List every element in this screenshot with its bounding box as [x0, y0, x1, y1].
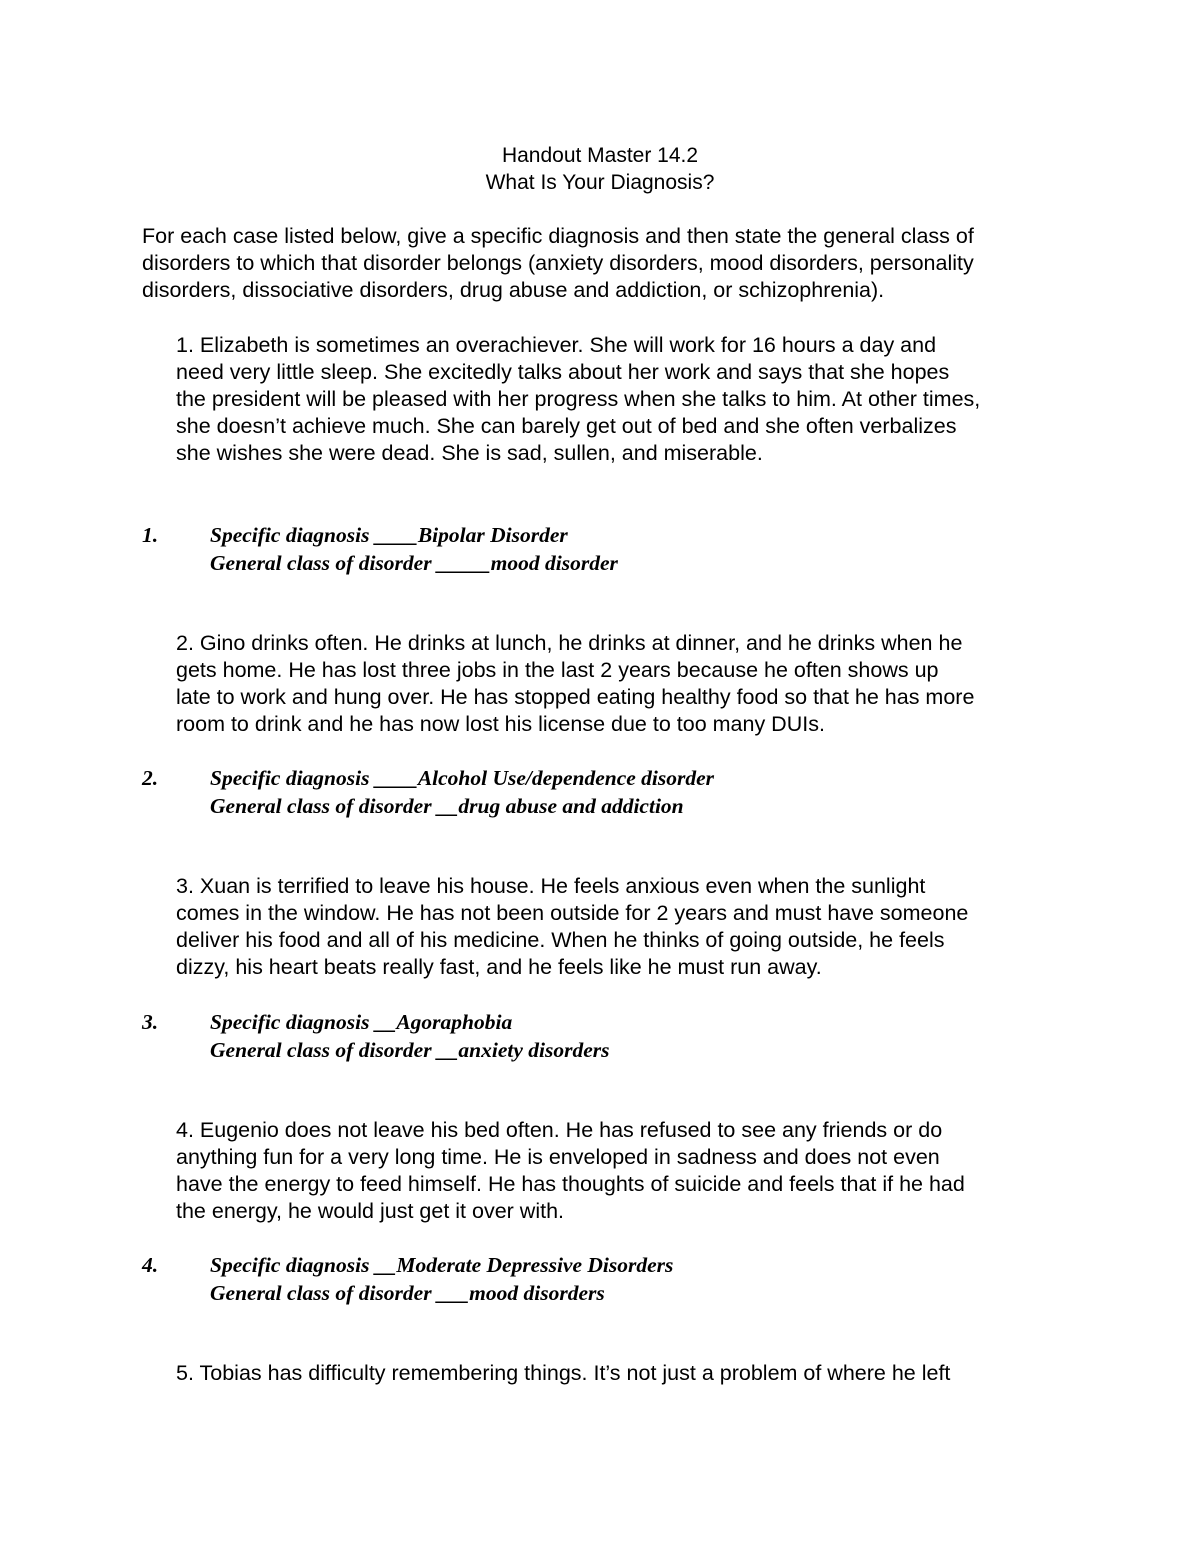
- case-line: 2. Gino drinks often. He drinks at lunch, he drinks at dinner, and he drinks when he: [176, 631, 963, 655]
- general-class: General class of disorder __drug abuse and addiction: [210, 794, 684, 818]
- specific-diagnosis: Specific diagnosis __Moderate Depressive Disorders: [210, 1253, 674, 1277]
- case-2-description: [176, 630, 1076, 738]
- general-class: General class of disorder _____mood disorder: [210, 551, 618, 575]
- case-3-answer: [142, 1008, 1042, 1064]
- case-line: room to drink and he has now lost his license due to too many DUIs.: [176, 712, 825, 736]
- case-1-answer: [142, 521, 1042, 577]
- case-3-description: [176, 873, 1076, 981]
- case-line: she wishes she were dead. She is sad, sullen, and miserable.: [176, 441, 763, 465]
- specific-diagnosis: Specific diagnosis ____Bipolar Disorder: [210, 523, 568, 547]
- case-line: have the energy to feed himself. He has thoughts of suicide and feels that if he had: [176, 1172, 965, 1196]
- case-4-answer: [142, 1251, 1042, 1307]
- case-4-description: [176, 1117, 1076, 1225]
- answer-number: 2.: [142, 766, 159, 790]
- case-line: dizzy, his heart beats really fast, and he feels like he must run away.: [176, 955, 822, 979]
- instructions-line: disorders to which that disorder belongs (anxiety disorders, mood disorders, personality: [142, 251, 974, 275]
- case-5-description: [176, 1360, 1076, 1387]
- case-line: she doesn’t achieve much. She can barely get out of bed and she often verbalizes: [176, 414, 957, 438]
- case-line: 4. Eugenio does not leave his bed often. He has refused to see any friends or do: [176, 1118, 943, 1142]
- case-1-description: [176, 332, 1076, 467]
- case-2-answer: [142, 764, 1042, 820]
- case-line: deliver his food and all of his medicine. When he thinks of going outside, he feels: [176, 928, 945, 952]
- page-title: Handout Master 14.2: [501, 144, 699, 167]
- case-line: comes in the window. He has not been outside for 2 years and must have someone: [176, 901, 969, 925]
- case-line: need very little sleep. She excitedly talks about her work and says that she hopes: [176, 360, 950, 384]
- case-line: the energy, he would just get it over with.: [176, 1199, 565, 1223]
- answer-number: 4.: [142, 1253, 159, 1277]
- case-line: the president will be pleased with her progress when she talks to him. At other times,: [176, 387, 981, 411]
- instructions-paragraph: [142, 223, 1072, 304]
- case-line: 5. Tobias has difficulty remembering things. It’s not just a problem of where he left: [176, 1361, 951, 1385]
- page-subtitle: What Is Your Diagnosis?: [485, 171, 715, 194]
- answer-number: 1.: [142, 523, 159, 547]
- specific-diagnosis: Specific diagnosis __Agoraphobia: [210, 1010, 513, 1034]
- general-class: General class of disorder __anxiety disorders: [210, 1038, 610, 1062]
- case-line: late to work and hung over. He has stopped eating healthy food so that he has more: [176, 685, 975, 709]
- instructions-line: For each case listed below, give a specific diagnosis and then state the general class of: [142, 224, 974, 248]
- instructions-line: disorders, dissociative disorders, drug abuse and addiction, or schizophrenia).: [142, 278, 885, 302]
- case-line: 3. Xuan is terrified to leave his house. He feels anxious even when the sunlight: [176, 874, 926, 898]
- specific-diagnosis: Specific diagnosis ____Alcohol Use/dependence disorder: [210, 766, 715, 790]
- case-line: anything fun for a very long time. He is enveloped in sadness and does not even: [176, 1145, 940, 1169]
- case-line: 1. Elizabeth is sometimes an overachiever. She will work for 16 hours a day and: [176, 333, 937, 357]
- general-class: General class of disorder ___mood disorders: [210, 1281, 605, 1305]
- case-line: gets home. He has lost three jobs in the last 2 years because he often shows up: [176, 658, 939, 682]
- answer-number: 3.: [142, 1010, 159, 1034]
